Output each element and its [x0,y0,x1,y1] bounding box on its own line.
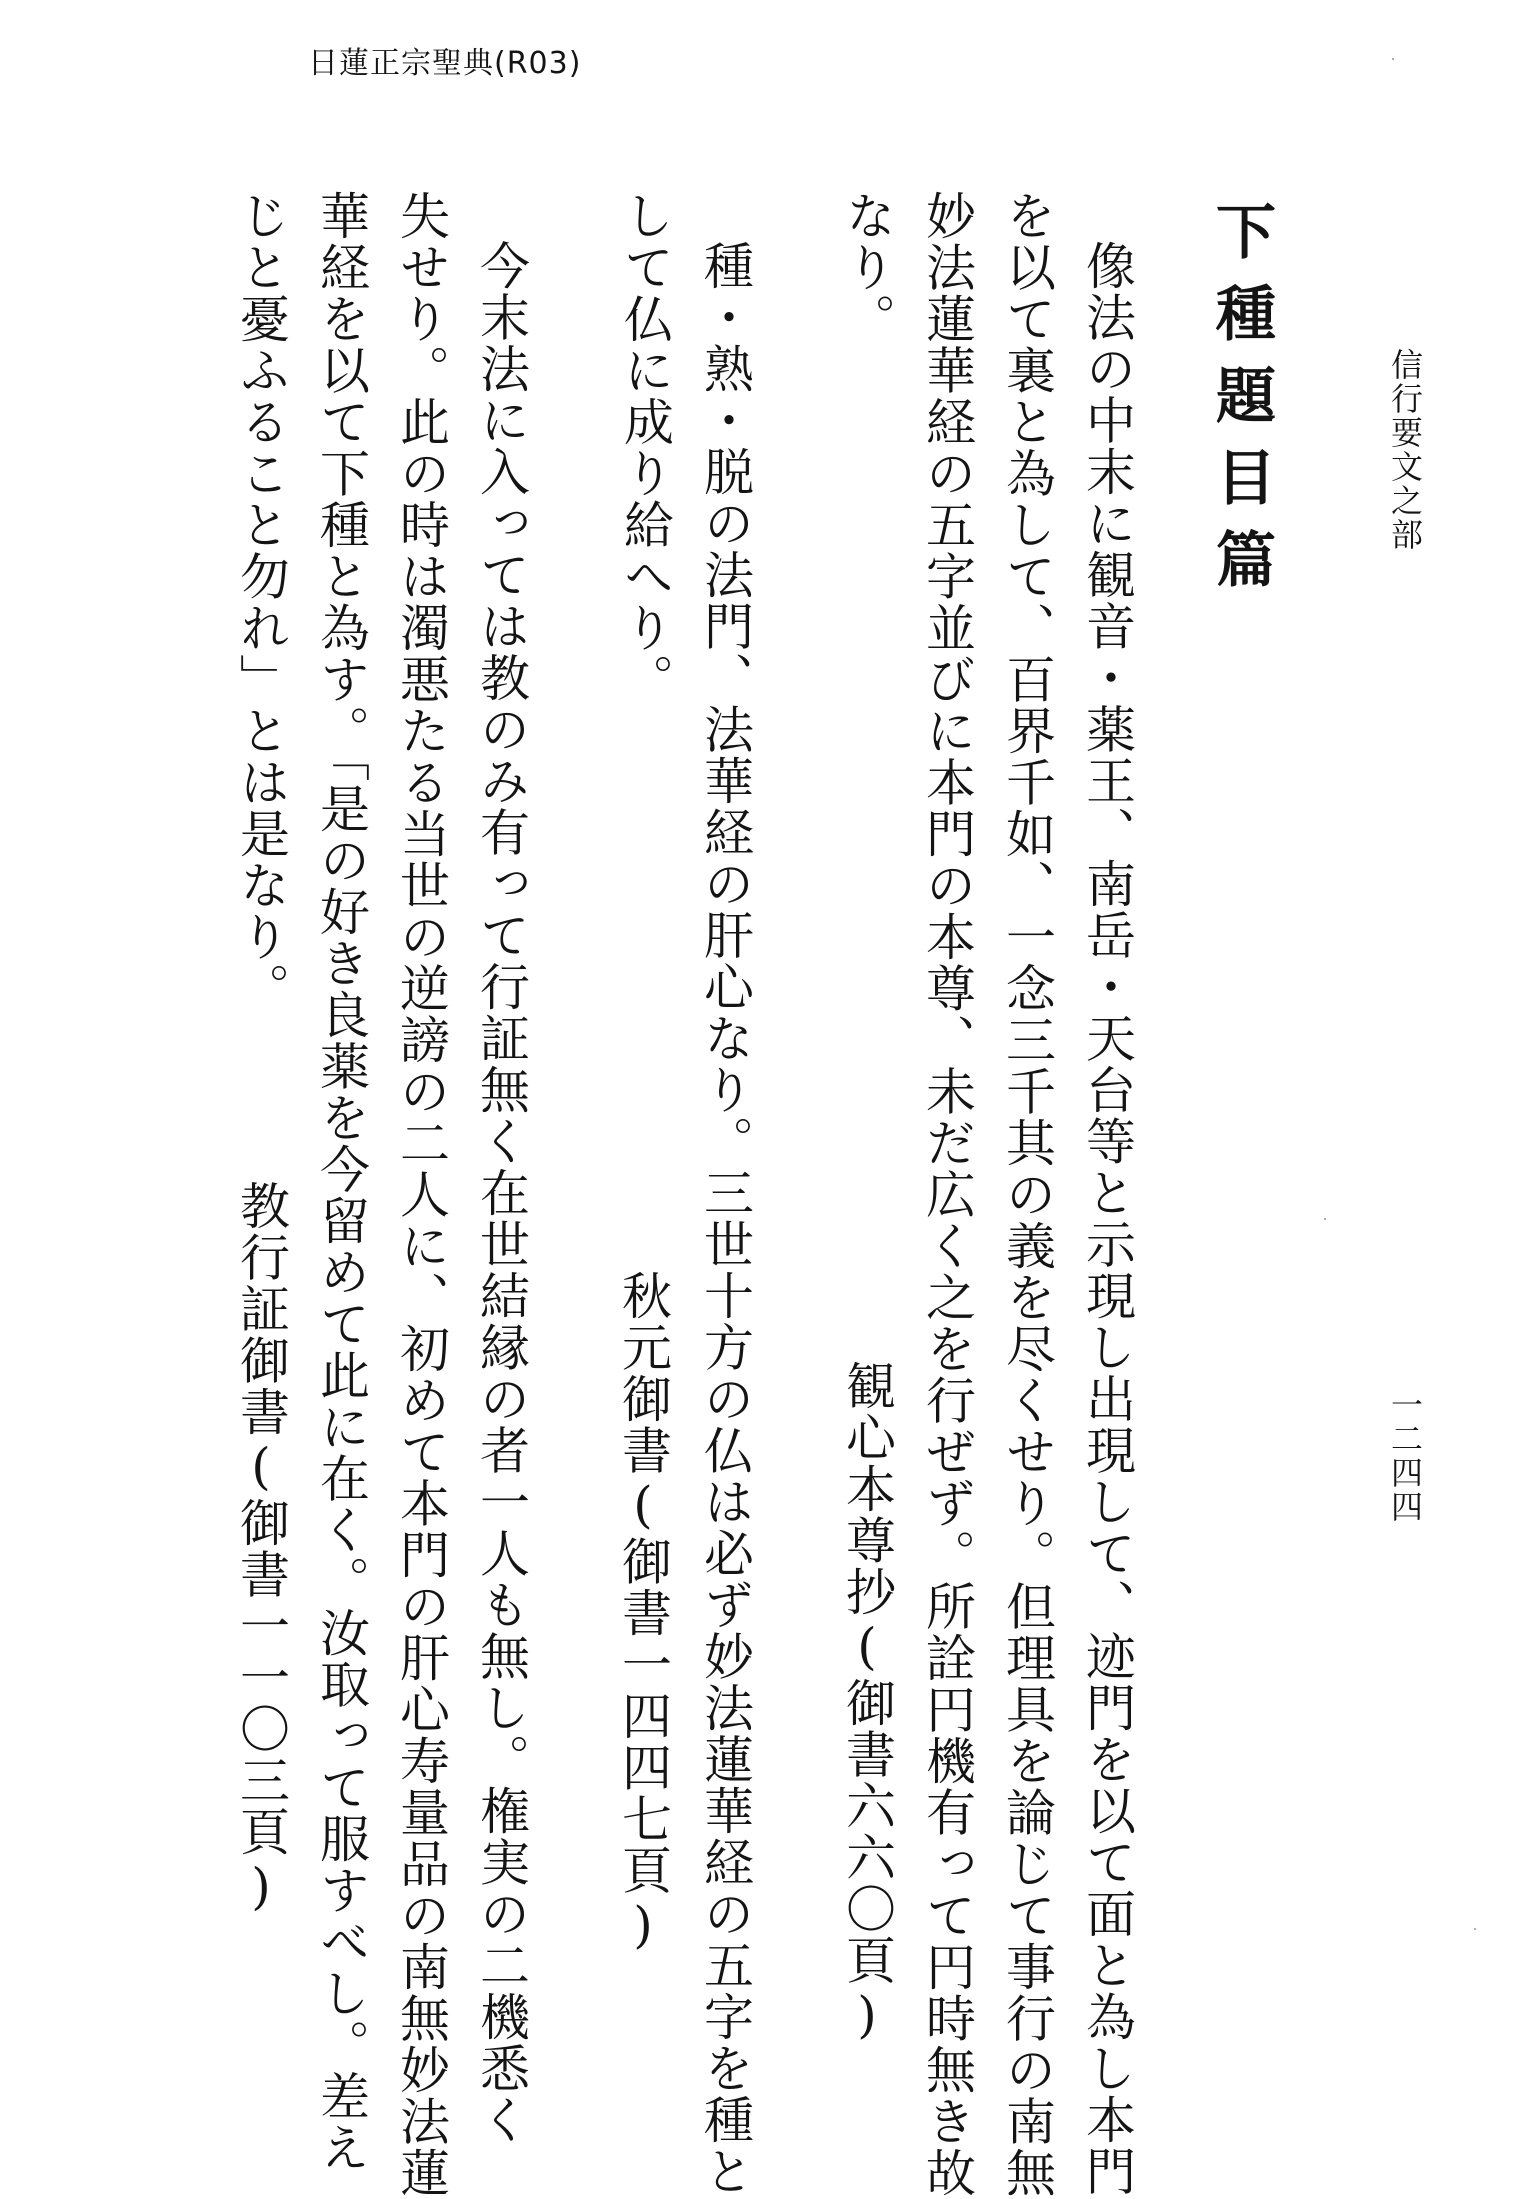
passage-3-line-3: 華経を以て下種と為す。「是の好き良薬を今留めて此に在く。汝取って服すべし。差え [312,190,370,2174]
scan-mark [1474,1928,1476,1930]
passage-1-line-2: を以て裏と為して、百界千如、一念三千其の義を尽くせり。但理具を論じて事行の南無 [998,190,1056,2199]
section-label: 信行要文之部 [1386,348,1424,552]
passage-1-line-1: 像法の中末に観音・薬王、南岳・天台等と示現し出現して、迹門を以て面と為し本門 [1078,240,1136,2197]
passage-3-line-1: 今末法に入っては教のみ有って行証無く在世結縁の者一人も無し。権実の二機悉く [472,240,530,2146]
passage-2-citation: 秋元御書(御書一四四七頁) [614,1270,672,1956]
passage-3-line-2: 失せり。此の時は濁悪たる当世の逆謗の二人に、初めて本門の肝心寿量品の南無妙法蓮 [392,190,450,2199]
passage-1-line-3: 妙法蓮華経の五字並びに本門の本尊、未だ広く之を行ぜず。所詮円機有って円時無き故 [918,190,976,2199]
scan-mark [1324,1218,1326,1220]
page-number: 一二四四 [1386,1388,1424,1524]
passage-3-line-4: じと憂ふること勿れ」とは是なり。 [232,190,290,1014]
passage-2-line-2: して仏に成り給へり。 [616,190,674,705]
page-header-title: 日蓮正宗聖典(R03) [308,46,582,81]
passage-3-citation: 教行証御書(御書一一〇三頁) [232,1180,290,1917]
passage-2-line-1: 種・熟・脱の法門、法華経の肝心なり。三世十方の仏は必ず妙法蓮華経の五字を種と [696,240,754,2197]
page-heading: 下種題目篇 [1206,200,1276,610]
passage-1-line-4: なり。 [838,190,896,345]
passage-1-citation: 観心本尊抄(御書六六〇頁) [838,1360,896,2046]
scan-mark [1392,58,1394,60]
